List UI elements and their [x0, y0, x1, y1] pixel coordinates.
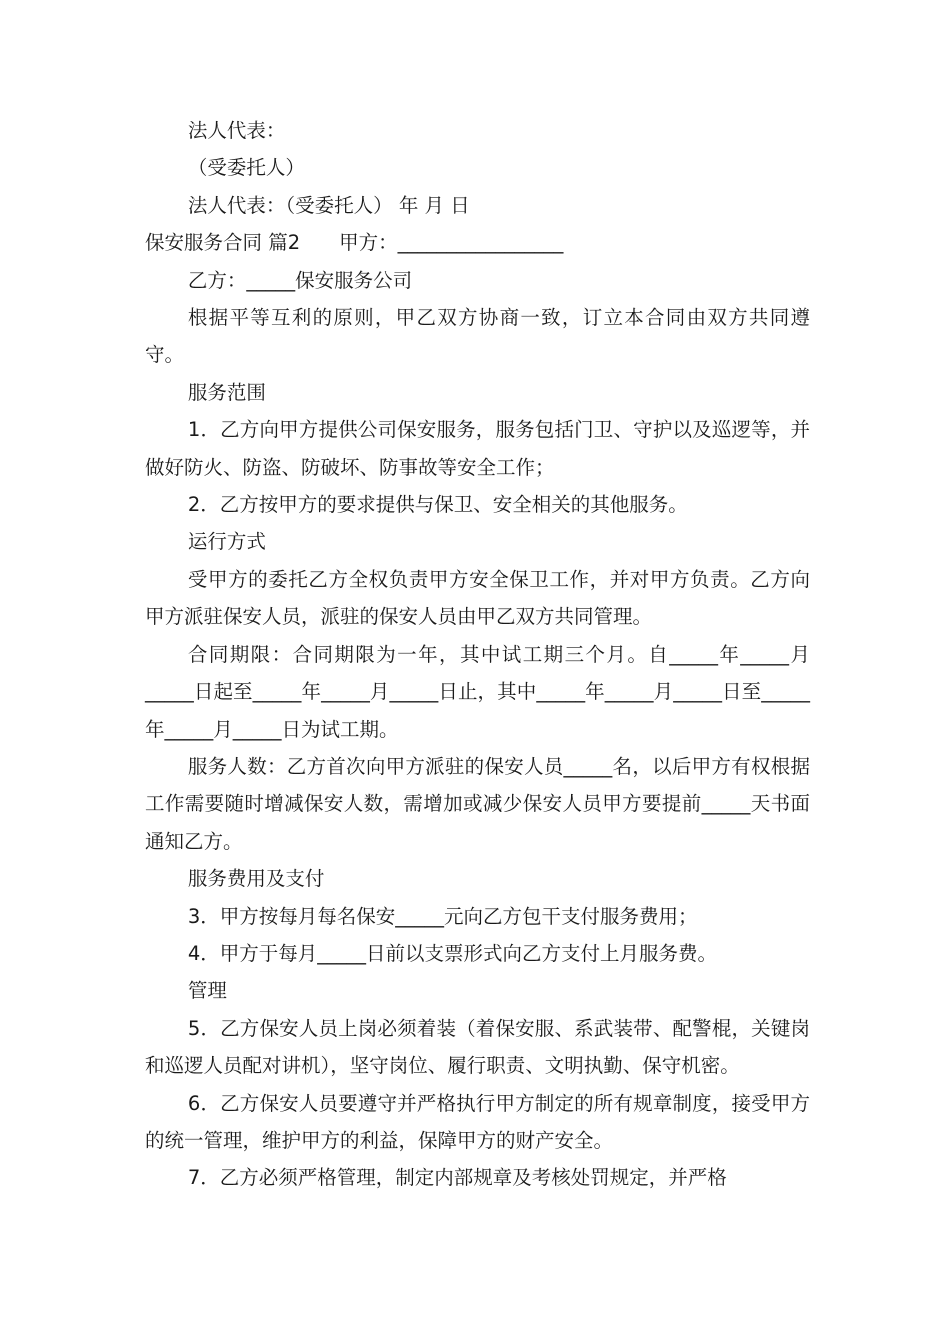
clause-2: 2．乙方按甲方的要求提供与保卫、安全相关的其他服务。 — [187, 493, 688, 517]
heading-operation-mode: 运行方式 — [187, 530, 266, 554]
heading-fees-payment: 服务费用及支付 — [187, 867, 325, 891]
paragraph-principle: 根据平等互利的原则，甲乙双方协商一致，订立本合同由双方共同遵守。 — [145, 306, 810, 367]
heading-service-scope: 服务范围 — [187, 380, 266, 404]
paragraph-contract-title-party-a: 保安服务合同 篇2 甲方：_________________ — [145, 231, 564, 255]
clause-6: 6．乙方保安人员要遵守并严格执行甲方制定的所有规章制度，接受甲方的统一管理，维护甲方的利益，保障甲方的财产安全。 — [145, 1091, 810, 1152]
clause-1: 1．乙方向甲方提供公司保安服务，服务包括门卫、守护以及巡逻等，并做好防火、防盗、防破坏、防事故等安全工作； — [145, 418, 810, 479]
paragraph-legal-rep-1: 法人代表： — [187, 119, 286, 142]
document-body — [145, 112, 810, 1197]
paragraph-contract-term: 合同期限：合同期限为一年，其中试工期三个月。自_____年_____月_____日起至_____年_____月_____日止，其中_____年_____月_____日至_____年_____月_____日为试工期。 — [145, 642, 810, 741]
paragraph-service-headcount: 服务人数：乙方首次向甲方派驻的保安人员_____名，以后甲方有权根据工作需要随时增减保安人数，需增加或减少保安人员甲方要提前_____天书面通知乙方。 — [145, 754, 810, 853]
paragraph-operation: 受甲方的委托乙方全权负责甲方安全保卫工作，并对甲方负责。乙方向甲方派驻保安人员，派驻的保安人员由甲乙双方共同管理。 — [145, 567, 810, 629]
clause-3: 3．甲方按每月每名保安_____元向乙方包干支付服务费用； — [187, 904, 698, 928]
clause-4: 4．甲方于每月_____日前以支票形式向乙方支付上月服务费。 — [187, 941, 718, 965]
clause-7: 7．乙方必须严格管理，制定内部规章及考核处罚规定，并严格 — [187, 1166, 727, 1190]
heading-management: 管理 — [187, 979, 227, 1003]
paragraph-trustee-1: （受委托人） — [187, 156, 305, 180]
paragraph-party-b: 乙方：_____保安服务公司 — [187, 268, 413, 292]
clause-5: 5．乙方保安人员上岗必须着装（着保安服、系武装带、配警棍，关键岗和巡逻人员配对讲机），坚守岗位、履行职责、文明执勤、保守机密。 — [145, 1016, 810, 1078]
paragraph-legal-rep-date: 法人代表：（受委托人） 年 月 日 — [187, 193, 470, 217]
